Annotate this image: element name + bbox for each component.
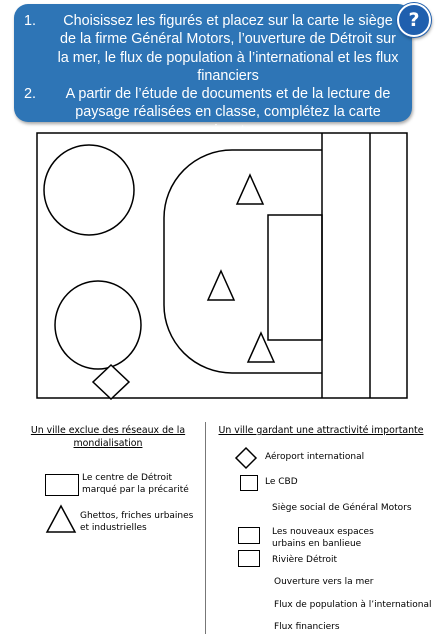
legend-label (272, 526, 402, 550)
instruction-text: Choisissez les figurés et placez sur la carte le siège de la firme Général Motors, l’ouverture de Détroit sur la mer, le flux de population à l’international et les flux financiers (57, 13, 399, 84)
legend-label-text: Siège social de Général Motors (272, 503, 412, 513)
instruction-text: A partir de l’étude de documents et de la lecture de paysage réalisées en classe, complétez la carte suivante. (65, 86, 391, 139)
legend-label-text: Rivière Détroit (272, 555, 338, 565)
legend-label (274, 599, 431, 611)
legend-right-title (216, 424, 426, 437)
legend-label-text: Le CBD (265, 477, 298, 487)
legend-square-symbol (238, 550, 260, 567)
legend-label-text: Flux de population à l’international (274, 600, 432, 610)
instruction-number: 1. (24, 13, 37, 29)
legend-divider (205, 422, 206, 634)
instruction-number: 2. (24, 86, 37, 103)
legend-label (274, 576, 373, 588)
legend-label-text: Ouverture vers la mer (274, 577, 374, 587)
legend-right-title-text: Un ville gardant une attractivité importante (218, 425, 424, 436)
legend-triangle-symbol (45, 504, 77, 534)
legend-label (80, 510, 200, 534)
legend-label-text: Flux financiers (274, 622, 340, 632)
ghetto-triangle (248, 333, 274, 362)
legend-label-text: Les nouveaux espaces urbains en banlieue (272, 527, 374, 549)
suburb-ellipse (55, 281, 141, 369)
airport-diamond (93, 365, 129, 399)
legend-diamond-symbol (234, 446, 258, 470)
legend-label (265, 476, 298, 488)
legend-label (272, 502, 412, 514)
legend-left-title-text: Un ville exclue des réseaux de la mondialisation (30, 425, 186, 449)
map-frame (37, 133, 407, 398)
ghetto-triangle (208, 271, 234, 300)
ghetto-triangle (237, 175, 263, 204)
legend-label (265, 451, 364, 463)
legend-label (82, 472, 202, 496)
city-center-circle (44, 145, 134, 235)
legend-label (272, 554, 337, 566)
legend-label-text: Ghettos, friches urbaines et industrielles (80, 511, 194, 533)
legend-square-symbol (238, 527, 260, 544)
legend-label (274, 621, 340, 633)
legend-rectangle-symbol (45, 474, 79, 496)
legend-label-text: Aéroport international (265, 452, 365, 462)
question-mark-icon[interactable]: ? (397, 3, 431, 37)
legend-label-text: Le centre de Détroit marqué par la précarité (82, 473, 189, 495)
cbd-rectangle (268, 215, 322, 340)
legend-square-symbol (240, 475, 258, 491)
legend-left-title (22, 424, 194, 450)
